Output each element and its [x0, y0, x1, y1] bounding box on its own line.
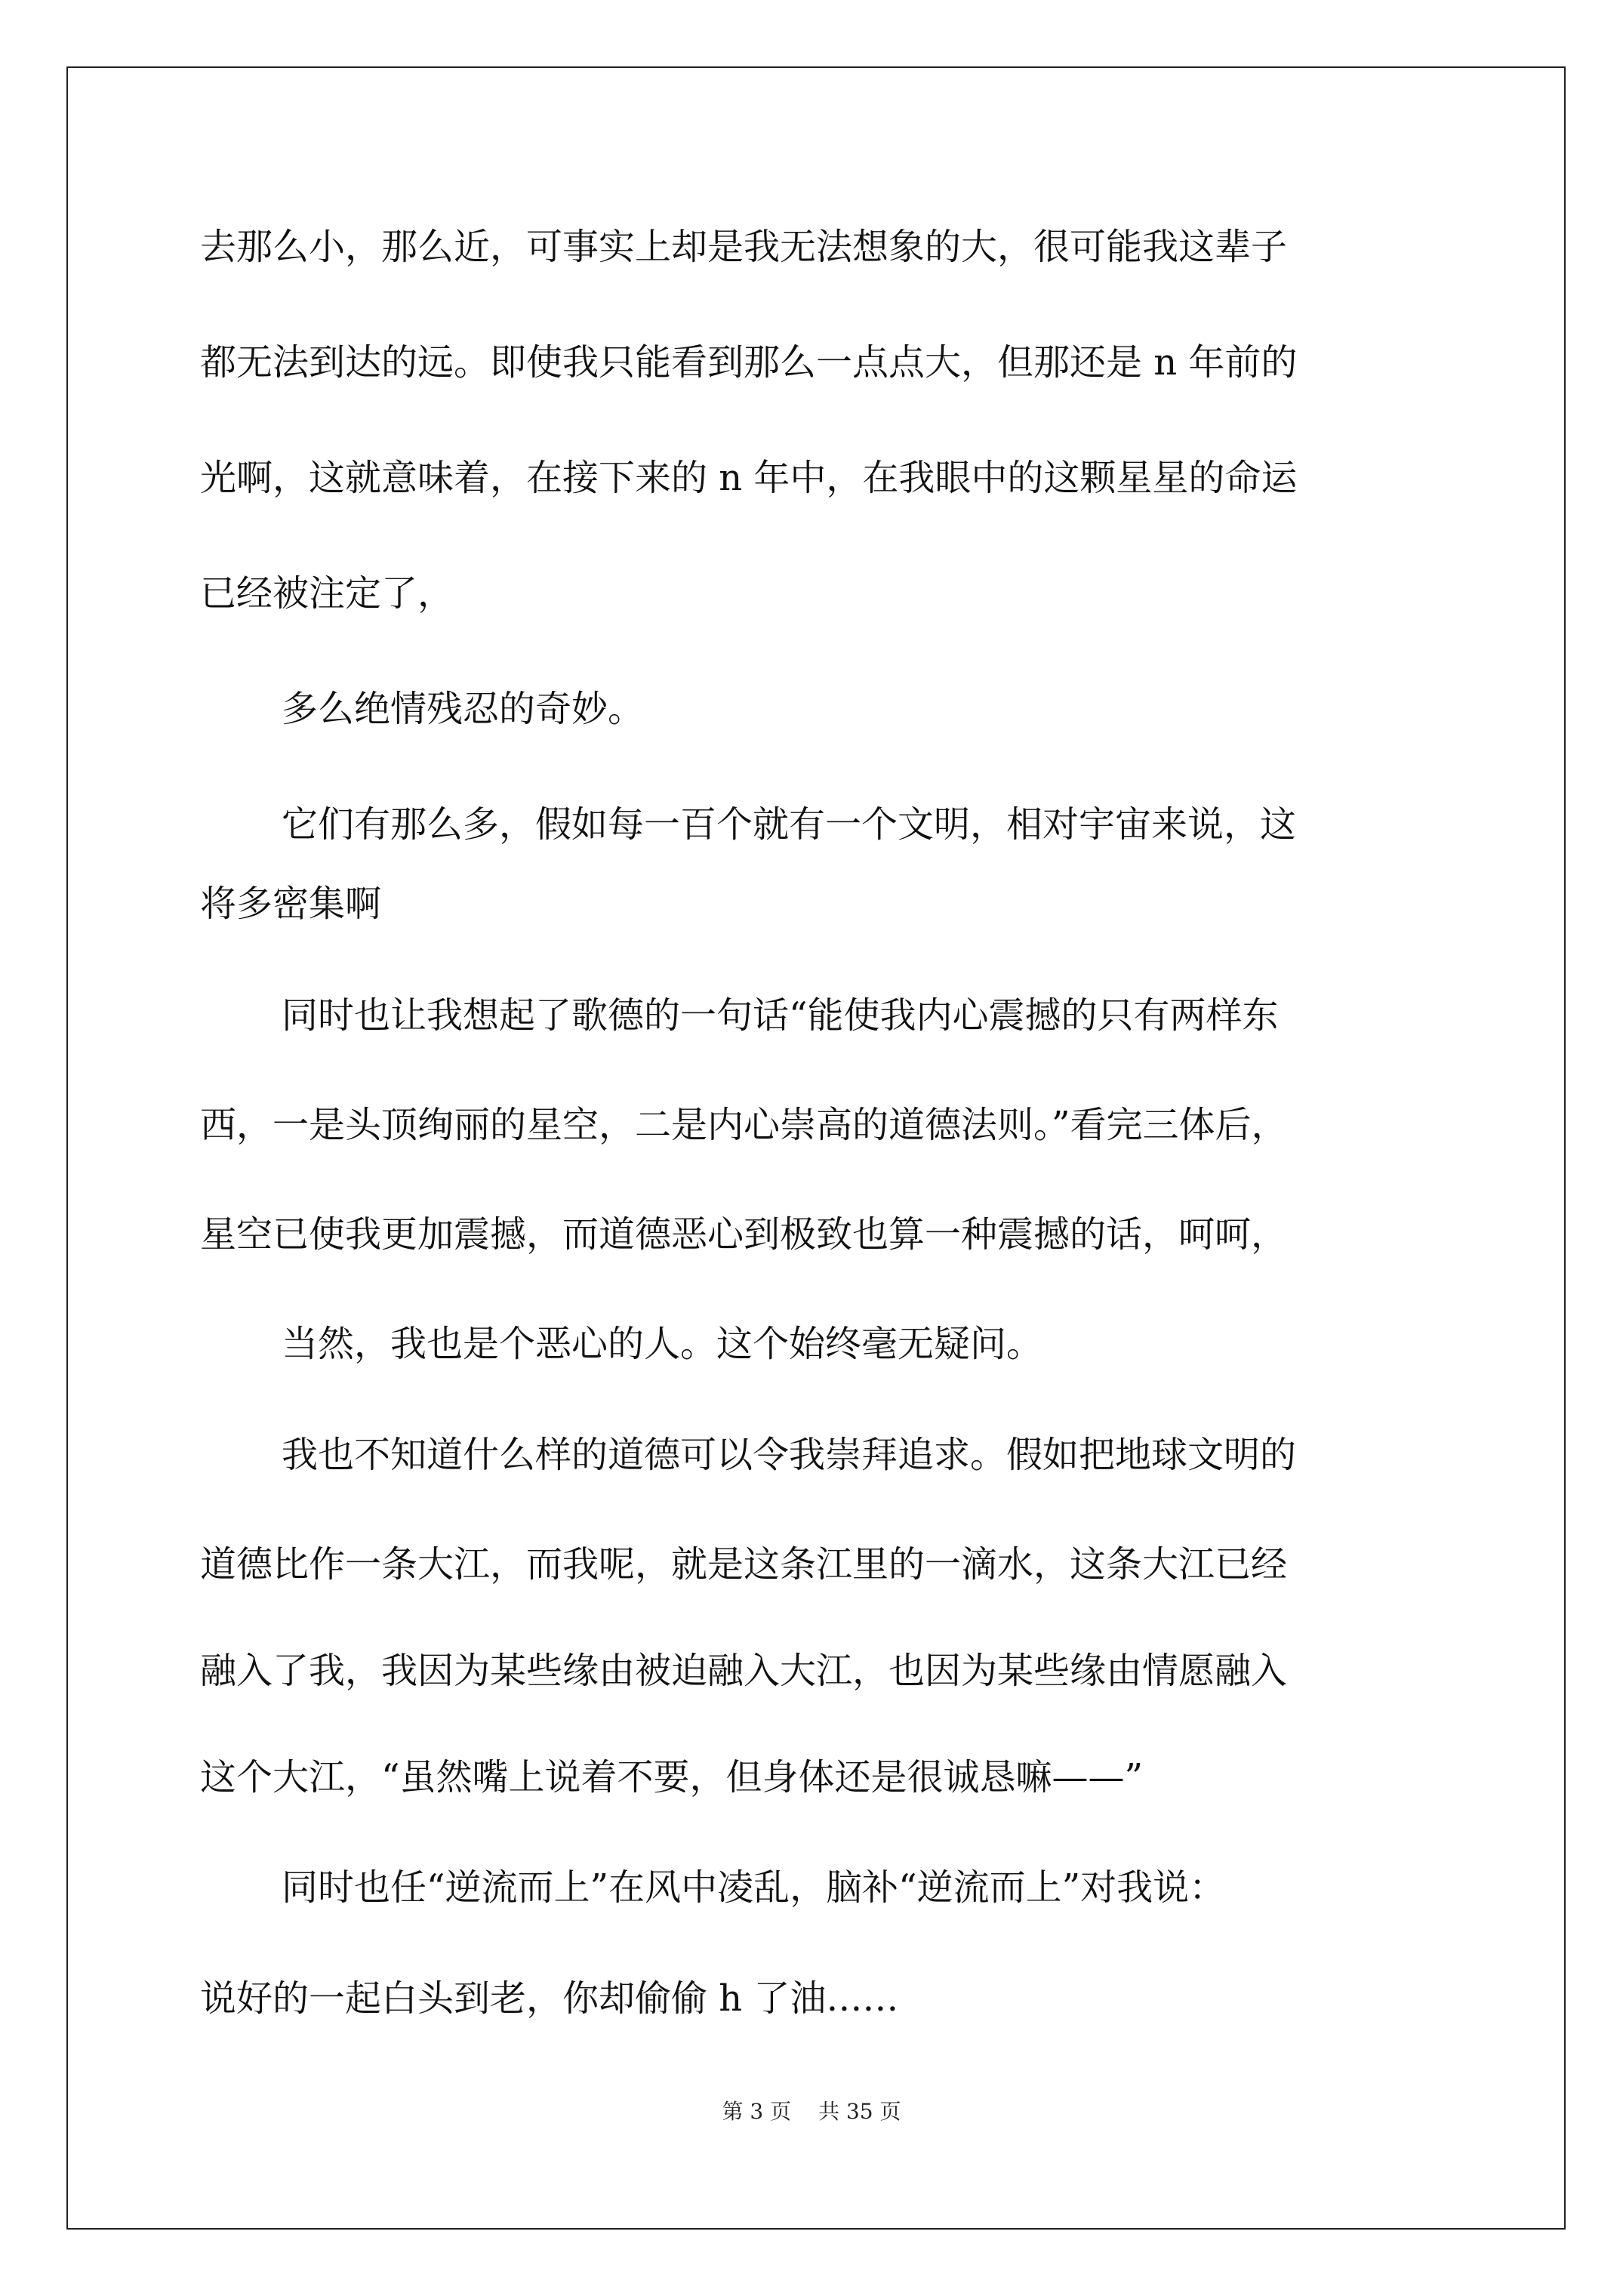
text-line: 说好的一起白头到老，你却偷偷 h 了油……	[200, 1977, 899, 2020]
text-line: 已经被注定了，	[200, 572, 454, 615]
text-line: 将多密集啊	[200, 883, 382, 925]
page-number: 第 3 页	[722, 2099, 792, 2124]
paragraph-start: 同时也任“逆流而上”在风中凌乱，脑补“逆流而上”对我说：	[282, 1866, 1226, 1909]
paragraph-start: 多么绝情残忍的奇妙。	[282, 688, 645, 730]
page-footer	[0, 2099, 1623, 2125]
paragraph-start: 当然，我也是个恶心的人。这个始终毫无疑问。	[282, 1323, 1043, 1365]
text-line: 星空已使我更加震撼，而道德恶心到极致也算一种震撼的话，呵呵，	[200, 1213, 1288, 1256]
paragraph-start: 同时也让我想起了歌德的一句话“能使我内心震撼的只有两样东	[282, 994, 1279, 1037]
text-line: 光啊，这就意味着，在接下来的 n 年中，在我眼中的这颗星星的命运	[200, 457, 1298, 499]
text-line: 这个大江，“虽然嘴上说着不要，但身体还是很诚恳嘛——”	[200, 1756, 1144, 1798]
text-line: 去那么小，那么近，可事实上却是我无法想象的大，很可能我这辈子	[200, 226, 1288, 268]
paragraph-start: 我也不知道什么样的道德可以令我崇拜追求。假如把地球文明的	[282, 1434, 1297, 1476]
page-total: 共 35 页	[818, 2099, 901, 2124]
paragraph-start: 它们有那么多，假如每一百个就有一个文明，相对宇宙来说，这	[282, 803, 1297, 846]
text-line: 道德比作一条大江，而我呢，就是这条江里的一滴水，这条大江已经	[200, 1543, 1288, 1586]
text-line: 西，一是头顶绚丽的星空，二是内心崇高的道德法则。”看完三体后，	[200, 1104, 1288, 1146]
text-line: 都无法到达的远。即使我只能看到那么一点点大，但那还是 n 年前的	[200, 341, 1298, 384]
text-line: 融入了我，我因为某些缘由被迫融入大江，也因为某些缘由情愿融入	[200, 1650, 1288, 1692]
